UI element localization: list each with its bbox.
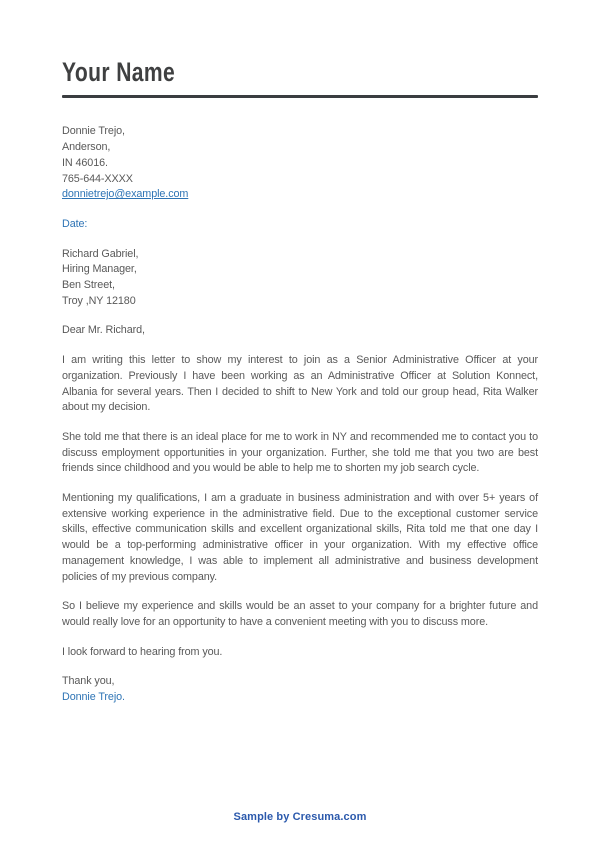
closing-paragraph: I look forward to hearing from you. bbox=[62, 645, 223, 658]
date-block bbox=[62, 217, 538, 233]
signoff-block bbox=[62, 674, 538, 705]
date-label: Date: bbox=[62, 217, 88, 230]
recipient-title: Hiring Manager, bbox=[62, 263, 137, 276]
recipient-street: Ben Street, bbox=[62, 279, 115, 292]
footer-brand-link[interactable]: Sample by Cresuma.com bbox=[233, 811, 367, 823]
sender-email-link[interactable]: donnietrejo@example.com bbox=[62, 188, 189, 201]
body-paragraph-2: She told me that there is an ideal place for me to work in NY and recommended me to contact you to discuss employment opportunities in your organization. Further, she told me that you two are best friends since childhood and you would be able to help me to shorten my job search cycle. bbox=[62, 430, 538, 475]
header-divider bbox=[62, 95, 538, 98]
salutation: Dear Mr. Richard, bbox=[62, 324, 145, 337]
body-paragraph-3: Mentioning my qualifications, I am a graduate in business administration and with over 5+ years of extensive working experience in the administrative field. Due to the exceptional customer service skills, effective communication skills and excellent organizational skills, Rita told me that one day I would be a top-performing administrative officer in your organization. With my effective office management knowledge, I was able to implement all administrative and business development policies of my previous company. bbox=[62, 492, 538, 583]
signature-name: Donnie Trejo. bbox=[62, 691, 125, 704]
recipient-address-block bbox=[62, 247, 538, 310]
sender-address-block bbox=[62, 124, 538, 203]
signoff-thanks: Thank you, bbox=[62, 675, 115, 688]
recipient-city: Troy ,NY 12180 bbox=[62, 294, 136, 307]
salutation-block bbox=[62, 323, 538, 339]
sender-city: Anderson, bbox=[62, 141, 111, 154]
body-paragraph-4: So I believe my experience and skills would be an asset to your company for a brighter future and would really love for an opportunity to have a convenient meeting with you to discuss more. bbox=[62, 600, 538, 628]
page-footer bbox=[0, 807, 600, 825]
sender-phone: 765-644-XXXX bbox=[62, 172, 133, 185]
body-paragraph-1: I am writing this letter to show my interest to join as a Senior Administrative Officer at your organization. Previously I have been working as an Administrative Officer at Solution Konnect, Albania for several years. Then I decided to shift to New York and told our group head, Rita Walker about my decision. bbox=[62, 354, 538, 414]
recipient-name: Richard Gabriel, bbox=[62, 247, 139, 260]
letter-header bbox=[62, 56, 538, 98]
sender-name: Donnie Trejo, bbox=[62, 125, 125, 138]
sender-state-zip: IN 46016. bbox=[62, 156, 108, 169]
page-title: Your Name bbox=[62, 57, 176, 87]
